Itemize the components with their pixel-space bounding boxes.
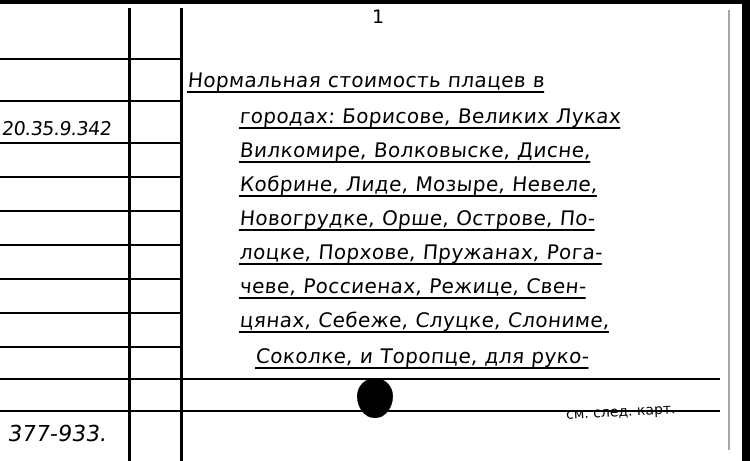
ruled-line: [0, 346, 180, 348]
card-text-line: Новогрудке, Орше, Острове, По-: [238, 206, 597, 230]
classification-number: 20.35.9.342: [0, 118, 113, 140]
ruled-line: [0, 142, 180, 144]
see-next-card-note: см. след. карт.: [565, 401, 676, 423]
ruled-line: [0, 210, 180, 212]
ruled-line: [0, 100, 180, 102]
ruled-line: [0, 176, 180, 178]
card-text-line: чеве, Россиенах, Режице, Свен-: [238, 274, 588, 298]
page-number: 1: [372, 6, 385, 28]
card-text-line: лоцке, Порхове, Пружанах, Рога-: [238, 240, 605, 264]
card-text-line: цянах, Себеже, Слуцке, Слониме,: [238, 308, 612, 332]
card-text-line: Соколке, и Торопце, для руко-: [254, 344, 591, 368]
card-right-shadow: [728, 10, 730, 450]
margin-rule-left: [128, 8, 131, 461]
margin-rule-right: [180, 8, 183, 461]
card-text-line: городах: Борисове, Великих Луках: [238, 104, 623, 128]
card-text-line: Нормальная стоимость плацев в: [186, 68, 547, 92]
card-right-edge: [742, 0, 750, 461]
card-text-line: Кобрине, Лиде, Мозыре, Невеле,: [238, 172, 600, 196]
ruled-line: [0, 278, 180, 280]
ruled-line: [0, 378, 720, 380]
ruled-line: [0, 58, 180, 60]
card-top-edge: [0, 0, 750, 4]
ruled-line: [0, 244, 180, 246]
punch-hole: [357, 378, 393, 418]
card-text-line: Вилкомире, Волковыске, Дисне,: [238, 138, 593, 162]
ruled-line: [0, 312, 180, 314]
inventory-number: 377-933.: [6, 422, 109, 447]
